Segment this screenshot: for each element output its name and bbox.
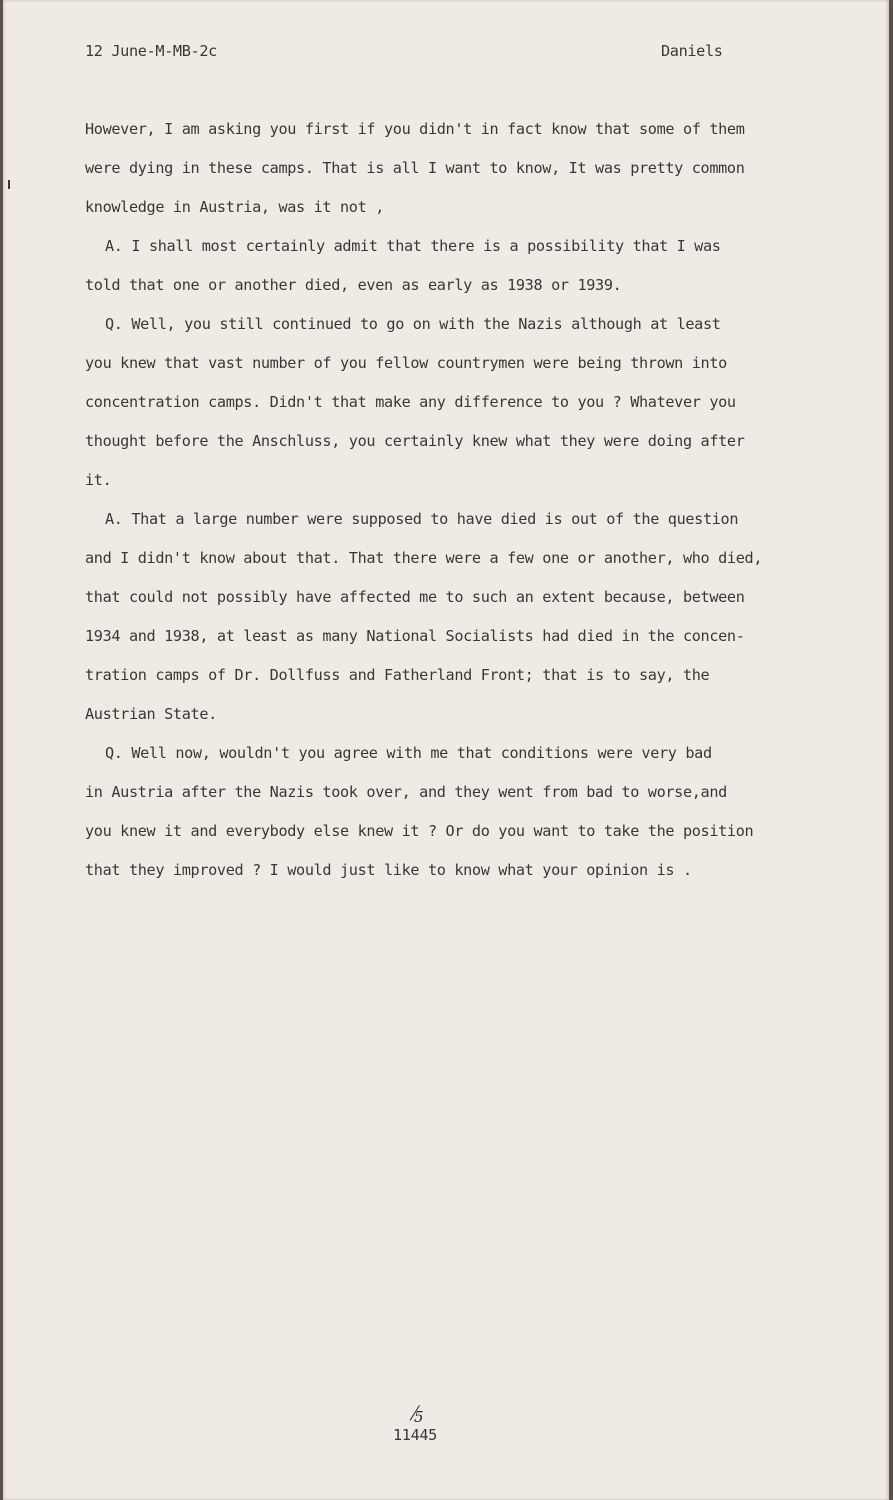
- margin-mark: [8, 180, 10, 189]
- text-line: Austrian State.: [85, 705, 217, 723]
- transcript-reference: 12 June-M-MB-2c: [85, 42, 217, 60]
- text-line: knowledge in Austria, was it not ,: [85, 198, 384, 216]
- text-line: 1934 and 1938, at least as many National Socialists had died in the concen-: [85, 627, 745, 645]
- text-line: it.: [85, 471, 112, 489]
- handwritten-page-correction: 5: [414, 1408, 424, 1426]
- page-number: 11445: [393, 1426, 437, 1444]
- transcript-body: [85, 115, 825, 895]
- text-line: you knew it and everybody else knew it ? Or do you want to take the position: [85, 822, 754, 840]
- text-line: were dying in these camps. That is all I want to know, It was pretty common: [85, 159, 745, 177]
- answer-line: A. That a large number were supposed to have died is out of the question: [105, 510, 739, 528]
- text-line: However, I am asking you first if you didn't in fact know that some of them: [85, 120, 745, 138]
- question-line: Q. Well now, wouldn't you agree with me that conditions were very bad: [105, 744, 712, 762]
- reporter-name: Daniels: [661, 42, 723, 60]
- text-line: that they improved ? I would just like to know what your opinion is .: [85, 861, 692, 879]
- text-line: tration camps of Dr. Dollfuss and Fatherland Front; that is to say, the: [85, 666, 710, 684]
- question-line: Q. Well, you still continued to go on with the Nazis although at least: [105, 315, 721, 333]
- text-line: thought before the Anschluss, you certainly knew what they were doing after: [85, 432, 745, 450]
- text-line: told that one or another died, even as early as 1938 or 1939.: [85, 276, 622, 294]
- document-page: [3, 0, 889, 1500]
- text-line: in Austria after the Nazis took over, and they went from bad to worse,and: [85, 783, 727, 801]
- text-line: that could not possibly have affected me to such an extent because, between: [85, 588, 745, 606]
- text-line: concentration camps. Didn't that make any difference to you ? Whatever you: [85, 393, 736, 411]
- text-line: and I didn't know about that. That there were a few one or another, who died,: [85, 549, 763, 567]
- text-line: you knew that vast number of you fellow countrymen were being thrown into: [85, 354, 727, 372]
- answer-line: A. I shall most certainly admit that there is a possibility that I was: [105, 237, 721, 255]
